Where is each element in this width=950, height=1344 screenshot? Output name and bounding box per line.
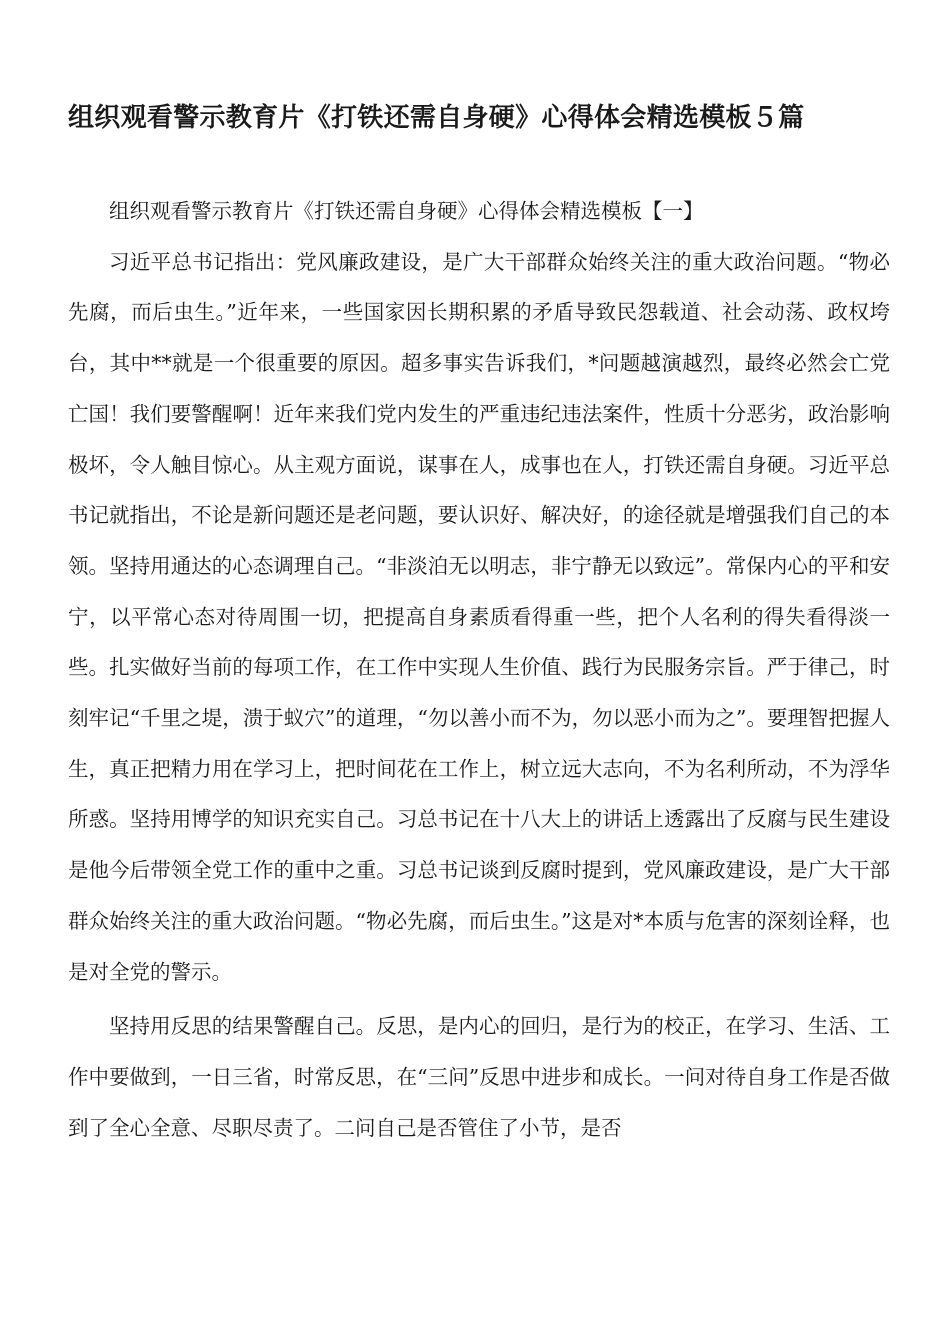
body-paragraph-1: 习近平总书记指出：党风廉政建设，是广大干部群众始终关注的重大政治问题。“物必先腐，而后虫生。”近年来，一些国家因长期积累的矛盾导致民怨载道、社会动荡、政权垮台，其中**就是一个很重要的原因。超多事实告诉我们，*问题越演越烈，最终必然会亡党亡国！我们要警醒啊！近年来我们党内发生的严重违纪违法案件，性质十分恶劣，政治影响极坏，令人触目惊心。从主观方面说，谋事在人，成事也在人，打铁还需自身硬。习近平总书记就指出，不论是新问题还是老问题，要认识好、解决好，的途径就是增强我们自己的本领。坚持用通达的心态调理自己。“非淡泊无以明志，非宁静无以致远”。常保内心的平和安宁，以平常心态对待周围一切，把提高自身素质看得重一些，把个人名利的得失看得淡一些。扎实做好当前的每项工作，在工作中实现人生价值、践行为民服务宗旨。严于律己，时刻牢记“千里之堤，溃于蚁穴”的道理，“勿以善小而不为，勿以恶小而为之”。要理智把握人生，真正把精力用在学习上，把时间花在工作上，树立远大志向，不为名利所动，不为浮华所惑。坚持用博学的知识充实自己。习总书记在十八大上的讲话上透露出了反腐与民生建设是他今后带领全党工作的重中之重。习总书记谈到反腐时提到，党风廉政建设，是广大干部群众始终关注的重大政治问题。“物必先腐，而后虫生。”这是对*本质与危害的深刻诠释，也是对全党的警示。: [68, 249, 890, 984]
document-title: 组织观看警示教育片《打铁还需自身硬》心得体会精选模板５篇: [68, 103, 805, 133]
section-heading: 组织观看警示教育片《打铁还需自身硬》心得体会精选模板【一】: [109, 199, 704, 223]
document-body: [68, 186, 890, 1153]
body-paragraph-2: 坚持用反思的结果警醒自己。反思，是内心的回归，是行为的校正，在学习、生活、工作中要做到，一日三省，时常反思，在“三问”反思中进步和成长。一问对待自身工作是否做到了全心全意、尽职尽责了。二问自己是否管住了小节，是否: [68, 1014, 890, 1140]
